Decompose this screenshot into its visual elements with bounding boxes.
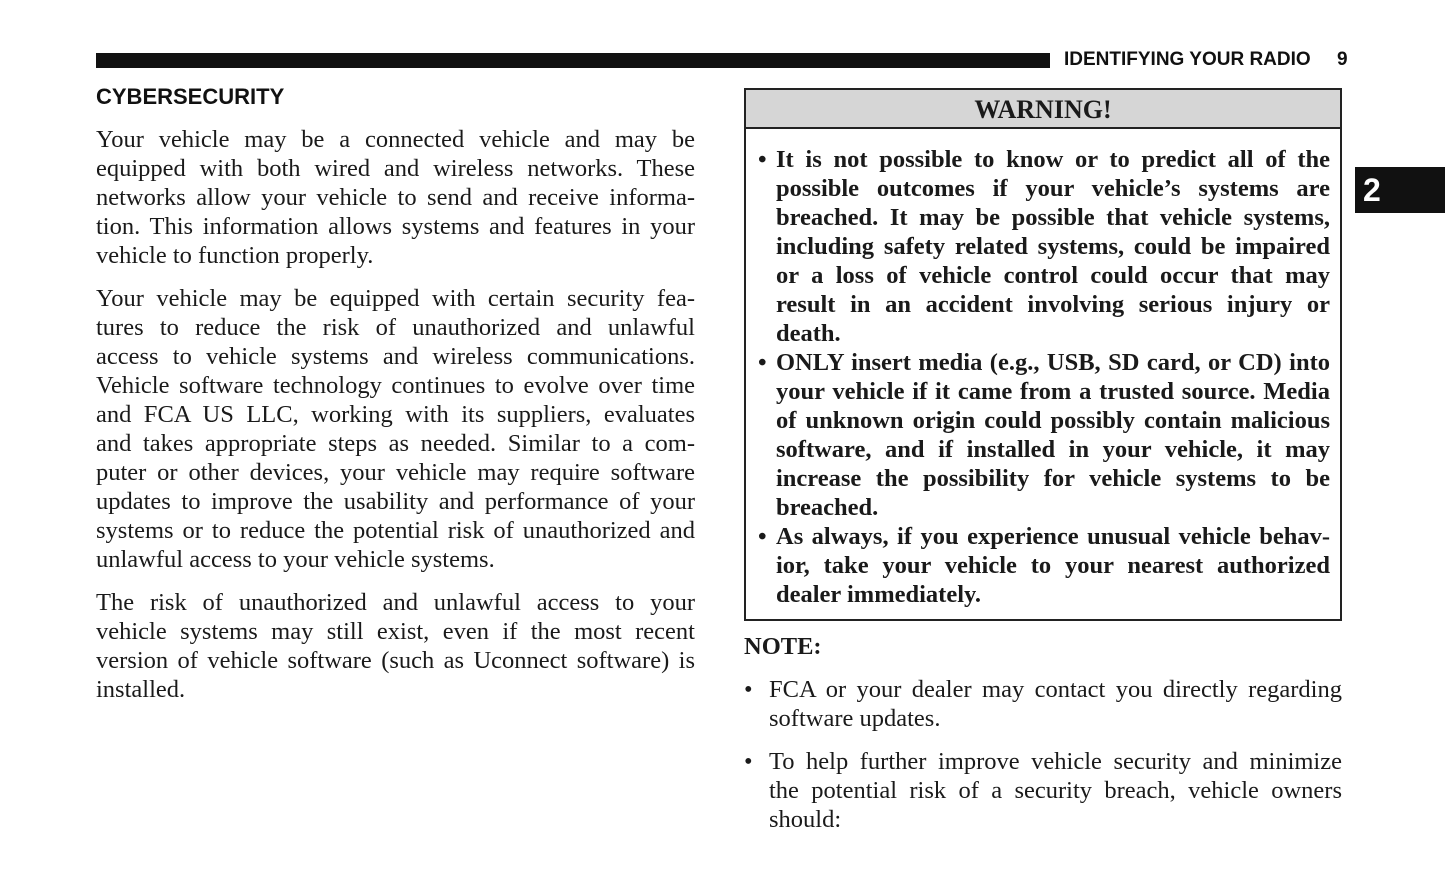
text-line: tures to reduce the risk of unauthorized and unlawful <box>96 314 695 341</box>
text-line: As always, if you experience unusual vehicle behav- <box>776 523 1330 550</box>
bullet-item <box>746 348 1330 522</box>
note-bullets <box>744 675 1342 834</box>
warning-bullets <box>746 129 1340 609</box>
paragraph <box>96 588 695 704</box>
text-line: and takes appropriate steps as needed. Similar to a com- <box>96 430 695 457</box>
bullet-item <box>746 522 1330 609</box>
text-line: including safety related systems, could be impaired <box>776 233 1330 260</box>
note-label: NOTE: <box>744 633 822 660</box>
text-line: breached. <box>776 494 879 521</box>
text-line: updates to improve the usability and performance of your <box>96 488 695 515</box>
text-line: equipped with both wired and wireless networks. These <box>96 155 695 182</box>
text-line: networks allow your vehicle to send and receive informa- <box>96 184 695 211</box>
text-line: tion. This information allows systems and features in your <box>96 213 695 240</box>
text-line: ONLY insert media (e.g., USB, SD card, or CD) into <box>776 349 1330 376</box>
text-line: and FCA US LLC, working with its suppliers, evaluates <box>96 401 695 428</box>
left-column <box>96 125 695 718</box>
text-line: increase the possibility for vehicle systems to be <box>776 465 1330 492</box>
bullet-icon: • <box>758 349 767 376</box>
text-line: death. <box>776 320 841 347</box>
section-title: IDENTIFYING YOUR RADIO <box>1064 49 1311 70</box>
chapter-tab <box>1355 167 1445 213</box>
bullet-icon: • <box>744 676 753 703</box>
text-line: FCA or your dealer may contact you directly regarding <box>769 676 1342 703</box>
warning-box <box>744 88 1342 621</box>
text-line: vehicle systems may still exist, even if the most recent <box>96 618 695 645</box>
text-line: the potential risk of a security breach, vehicle owners <box>769 777 1342 804</box>
bullet-item <box>744 747 1342 834</box>
text-line: of unknown origin could possibly contain malicious <box>776 407 1330 434</box>
text-line: dealer immediately. <box>776 581 982 608</box>
text-line: It is not possible to know or to predict all of the <box>776 146 1330 173</box>
bullet-item <box>744 675 1342 733</box>
text-line: vehicle to function properly. <box>96 242 374 269</box>
header-bar <box>96 53 1050 68</box>
warning-title: WARNING! <box>746 90 1340 129</box>
text-line: software updates. <box>769 705 941 732</box>
text-line: access to vehicle systems and wireless communications. <box>96 343 695 370</box>
text-line: possible outcomes if your vehicle’s systems are <box>776 175 1330 202</box>
text-line: breached. It may be possible that vehicle systems, <box>776 204 1330 231</box>
text-line: Your vehicle may be a connected vehicle and may be <box>96 126 695 153</box>
text-line: To help further improve vehicle security and minimize <box>769 748 1342 775</box>
text-line: systems or to reduce the potential risk of unauthorized and <box>96 517 695 544</box>
text-line: ior, take your vehicle to your nearest authorized <box>776 552 1330 579</box>
paragraph <box>96 284 695 574</box>
text-line: puter or other devices, your vehicle may require software <box>96 459 695 486</box>
text-line: software, and if installed in your vehicle, it may <box>776 436 1330 463</box>
text-line: The risk of unauthorized and unlawful access to your <box>96 589 695 616</box>
section-heading: CYBERSECURITY <box>96 84 285 109</box>
page-number: 9 <box>1337 49 1348 70</box>
note-section <box>744 632 1342 848</box>
text-line: Your vehicle may be equipped with certain security fea- <box>96 285 695 312</box>
bullet-icon: • <box>758 523 767 550</box>
text-line: should: <box>769 806 842 833</box>
text-line: your vehicle if it came from a trusted source. Media <box>776 378 1330 405</box>
paragraph <box>96 125 695 270</box>
bullet-icon: • <box>758 146 767 173</box>
text-line: result in an accident involving serious injury or <box>776 291 1330 318</box>
text-line: version of vehicle software (such as Uconnect software) is <box>96 647 695 674</box>
text-line: installed. <box>96 676 186 703</box>
bullet-icon: • <box>744 748 753 775</box>
bullet-item <box>746 145 1330 348</box>
text-line: unlawful access to your vehicle systems. <box>96 546 495 573</box>
text-line: or a loss of vehicle control could occur that may <box>776 262 1330 289</box>
text-line: Vehicle software technology continues to evolve over time <box>96 372 695 399</box>
chapter-number: 2 <box>1363 172 1381 208</box>
